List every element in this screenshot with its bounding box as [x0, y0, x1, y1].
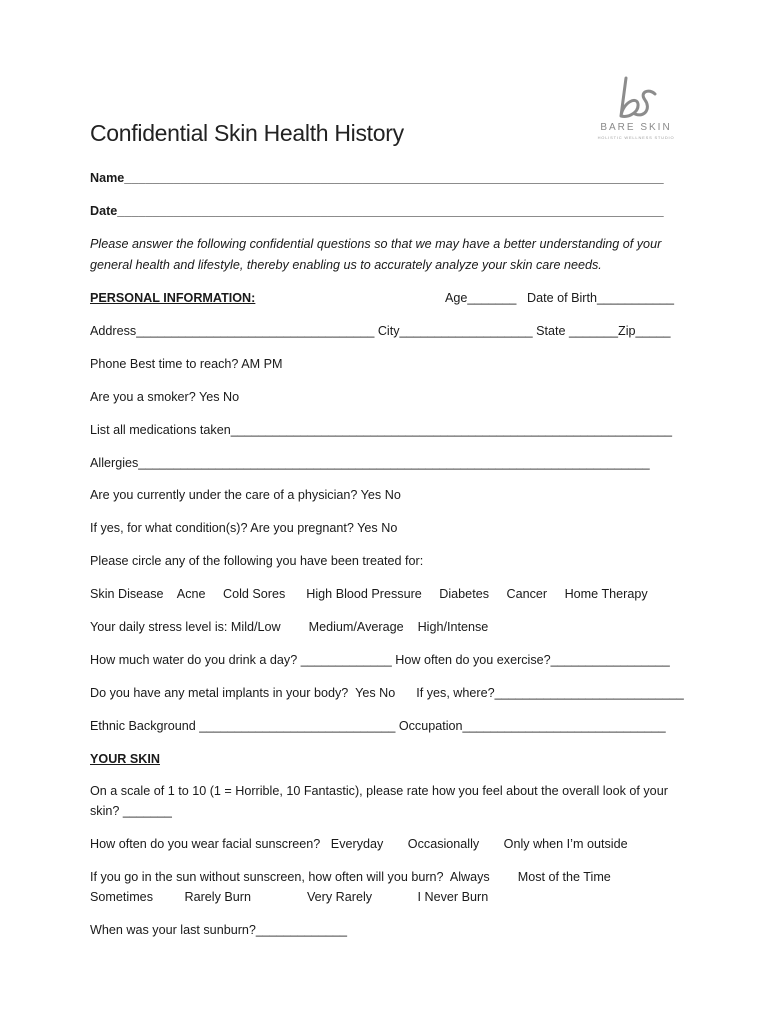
stress-level-question[interactable]: Your daily stress level is: Mild/Low Medium/Average High/Intense	[90, 620, 489, 634]
sun-burn-question-line-1[interactable]: If you go in the sun without sunscreen, how often will you burn? Always Most of the Time	[90, 870, 611, 884]
smoker-question[interactable]: Are you a smoker? Yes No	[90, 390, 240, 404]
name-field[interactable]: Name_____________________________________________________________________________	[90, 171, 664, 185]
age-field[interactable]: Age_______	[445, 291, 517, 305]
date-of-birth-field[interactable]: Date of Birth___________	[527, 291, 675, 305]
logo-tagline: HOLISTIC WELLNESS STUDIO	[597, 135, 675, 140]
treated-conditions-options[interactable]: Skin Disease Acne Cold Sores High Blood Pressure Diabetes Cancer Home Therapy	[90, 587, 648, 601]
phone-question[interactable]: Phone Best time to reach? AM PM	[90, 357, 283, 371]
allergies-field[interactable]: Allergies_________________________________________________________________________	[90, 456, 650, 470]
sunscreen-question[interactable]: How often do you wear facial sunscreen? Everyday Occasionally Only when I’m outside	[90, 837, 628, 851]
personal-info-heading: PERSONAL INFORMATION:	[90, 291, 256, 305]
last-sunburn-field[interactable]: When was your last sunburn?_____________	[90, 923, 347, 937]
your-skin-heading: YOUR SKIN	[90, 752, 160, 766]
water-exercise-question[interactable]: How much water do you drink a day? _____________ How often do you exercise?_________________	[90, 653, 670, 667]
skin-rating-question-line-2[interactable]: skin? _______	[90, 804, 172, 818]
condition-pregnant-question[interactable]: If yes, for what condition(s)? Are you pregnant? Yes No	[90, 521, 398, 535]
skin-rating-question-line-1: On a scale of 1 to 10 (1 = Horrible, 10 Fantastic), please rate how you feel about the overall look of your	[90, 784, 668, 798]
sun-burn-question-line-2[interactable]: Sometimes Rarely Burn Very Rarely I Never Burn	[90, 890, 489, 904]
metal-implants-question[interactable]: Do you have any metal implants in your body? Yes No If yes, where?___________________________	[90, 686, 684, 700]
intro-text-line-2: general health and lifestyle, thereby enabling us to accurately analyze your skin care needs.	[90, 258, 602, 272]
bs-monogram-icon	[611, 76, 661, 120]
date-field[interactable]: Date______________________________________________________________________________	[90, 204, 664, 218]
logo-brand-name: BARE SKIN	[600, 122, 672, 133]
circle-instructions: Please circle any of the following you have been treated for:	[90, 554, 424, 568]
medications-field[interactable]: List all medications taken_______________________________________________________________	[90, 423, 672, 437]
page-title: Confidential Skin Health History	[90, 120, 404, 146]
physician-question[interactable]: Are you currently under the care of a physician? Yes No	[90, 488, 401, 502]
address-city-state-zip-field[interactable]: Address__________________________________ City___________________ State _______Zip_____	[90, 324, 671, 338]
intro-text-line-1: Please answer the following confidential questions so that we may have a better understanding of your	[90, 237, 662, 251]
brand-logo	[596, 76, 676, 146]
ethnic-occupation-field[interactable]: Ethnic Background ____________________________ Occupation_____________________________	[90, 719, 666, 733]
